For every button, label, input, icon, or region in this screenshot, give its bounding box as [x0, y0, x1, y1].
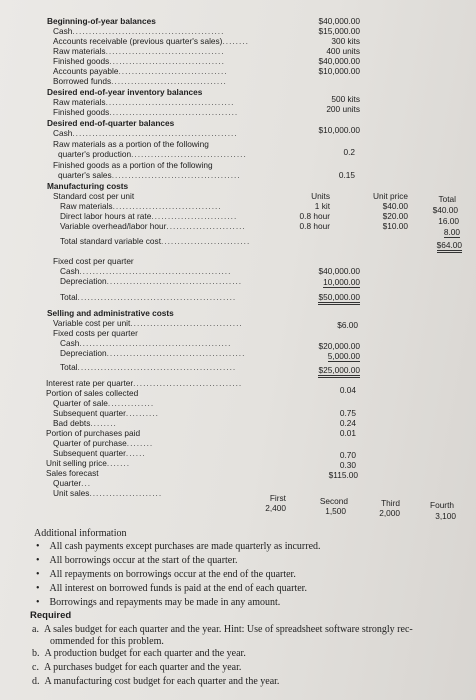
value: 8.00: [443, 227, 460, 237]
row-label: Unit selling price.......: [46, 458, 131, 468]
total-value: $25,000.00: [318, 365, 360, 378]
required-item-a-cont: ommended for this problem.: [50, 636, 164, 647]
row-label: Bad debts........: [53, 418, 117, 428]
value: 300 kits: [331, 36, 360, 46]
section-heading: Desired end-of-year inventory balances: [47, 87, 203, 97]
value: $6.00: [337, 320, 358, 330]
value: 10,000.00: [323, 277, 360, 287]
value: 0.04: [339, 385, 356, 395]
value: 0.8 hour: [299, 211, 330, 221]
bullet-item: • All interest on borrowed funds is paid at the end of each quarter.: [36, 583, 307, 594]
row-label: Total standard variable cost...........................: [60, 236, 251, 246]
value: 1 kit: [314, 201, 330, 211]
value: $10,000.00: [318, 66, 360, 76]
row-label: Raw materials.......................................: [53, 97, 235, 107]
forecast-units: 2,400: [265, 503, 286, 513]
value: 200 units: [326, 104, 360, 114]
row-label: Cash..............................................: [60, 266, 232, 276]
required-item-d: d. A manufacturing cost budget for each quarter and the year.: [32, 676, 280, 687]
total-value: $50,000.00: [318, 292, 360, 305]
row-label: Quarter...: [53, 478, 92, 488]
value: 5,000.00: [327, 351, 360, 361]
row-label: Total................................................: [60, 362, 237, 372]
row-label: Raw materials....................................: [53, 46, 225, 56]
row-label: Borrowed funds...................................: [53, 76, 227, 86]
value: $10,000.00: [318, 125, 360, 135]
total-value: $64.00: [437, 240, 462, 253]
value: 0.2: [343, 147, 355, 157]
forecast-quarter: Fourth: [430, 500, 454, 510]
row-label: Interest rate per quarter.................................: [46, 378, 243, 388]
section-heading: Beginning-of-year balances: [47, 16, 156, 26]
row-label: Finished goods...................................: [53, 56, 225, 66]
row-label: quarter's sales.......................................: [58, 170, 241, 180]
row-label: quarter's production...................................: [58, 149, 247, 159]
row-label: Sales forecast: [46, 468, 99, 478]
value: $40,000.00: [318, 16, 360, 26]
bullet-item: • All repayments on borrowings occur at the end of the quarter.: [36, 569, 296, 580]
value: 0.75: [339, 408, 356, 418]
section-heading: Selling and administrative costs: [47, 308, 174, 318]
additional-heading: Additional information: [34, 528, 127, 539]
value: 16.00: [438, 216, 459, 226]
row-label: Standard cost per unit: [53, 191, 135, 201]
value: 500 kits: [331, 94, 360, 104]
row-label: Cash..............................................: [53, 26, 225, 36]
section-heading: Desired end-of-quarter balances: [47, 118, 175, 128]
forecast-units: 2,000: [379, 508, 400, 518]
value: $20.00: [382, 211, 408, 221]
row-label: Finished goods as a portion of the following: [53, 160, 213, 170]
row-label: Subsequent quarter......: [53, 448, 146, 458]
value: $115.00: [328, 470, 358, 480]
row-label: Fixed costs per quarter: [53, 328, 138, 338]
required-heading: Required: [30, 610, 72, 621]
bullet-item: • All borrowings occur at the start of the quarter.: [36, 555, 238, 566]
column-header: Total: [438, 194, 456, 204]
row-label: Quarter of sale..............: [53, 398, 155, 408]
value: $40.00: [382, 201, 408, 211]
value: $15,000.00: [318, 26, 360, 36]
bullet-item: • Borrowings and repayments may be made in any amount.: [36, 597, 281, 608]
row-label: Variable overhead/labor hour........................: [60, 221, 246, 231]
row-label: Portion of sales collected: [46, 388, 139, 398]
forecast-units: 1,500: [325, 506, 346, 516]
required-item-c: c. A purchases budget for each quarter and the year.: [32, 662, 242, 673]
row-label: Cash..............................................: [60, 338, 232, 348]
row-label: Raw materials.................................: [60, 201, 222, 211]
column-header: Units: [311, 191, 330, 201]
row-label: Total................................................: [60, 292, 237, 302]
required-item-b: b. A production budget for each quarter and the year.: [32, 648, 246, 659]
row-label: Depreciation..........................................: [60, 348, 246, 358]
value: $40,000.00: [318, 266, 360, 276]
value: 0.24: [339, 418, 356, 428]
section-heading: Manufacturing costs: [47, 181, 129, 191]
value: 0.70: [339, 450, 356, 460]
row-label: Subsequent quarter..........: [53, 408, 159, 418]
value: $10.00: [382, 221, 408, 231]
row-label: Depreciation.........................................: [60, 276, 243, 286]
value: 400 units: [326, 46, 360, 56]
value: $40,000.00: [318, 56, 360, 66]
value: $40.00: [432, 205, 458, 215]
forecast-units: 3,100: [435, 511, 456, 521]
forecast-quarter: Third: [381, 498, 400, 508]
row-label: Portion of purchases paid: [46, 428, 141, 438]
row-label: Finished goods.......................................: [53, 107, 239, 117]
value: $20,000.00: [318, 341, 360, 351]
forecast-quarter: First: [269, 493, 286, 503]
row-label: Accounts receivable (previous quarter's sales)........: [53, 36, 249, 46]
column-header: Unit price: [372, 191, 408, 201]
row-label: Accounts payable.................................: [53, 66, 228, 76]
value: 0.01: [339, 428, 356, 438]
value: 0.15: [338, 170, 355, 180]
row-label: Quarter of purchase........: [53, 438, 154, 448]
row-label: Raw materials as a portion of the following: [53, 139, 209, 149]
row-label: Variable cost per unit..................................: [53, 318, 243, 328]
value: 0.30: [339, 460, 356, 470]
row-label: Direct labor hours at rate..........................: [60, 211, 238, 221]
row-label: Cash..................................................: [53, 128, 238, 138]
row-label: Unit sales......................: [53, 488, 163, 498]
row-label: Fixed cost per quarter: [53, 256, 134, 266]
value: 0.8 hour: [299, 221, 330, 231]
required-item-a: a. A sales budget for each quarter and the year. Hint: Use of spreadsheet software strongly rec-: [32, 624, 413, 635]
forecast-quarter: Second: [319, 496, 348, 506]
bullet-item: • All cash payments except purchases are made quarterly as incurred.: [36, 541, 321, 552]
